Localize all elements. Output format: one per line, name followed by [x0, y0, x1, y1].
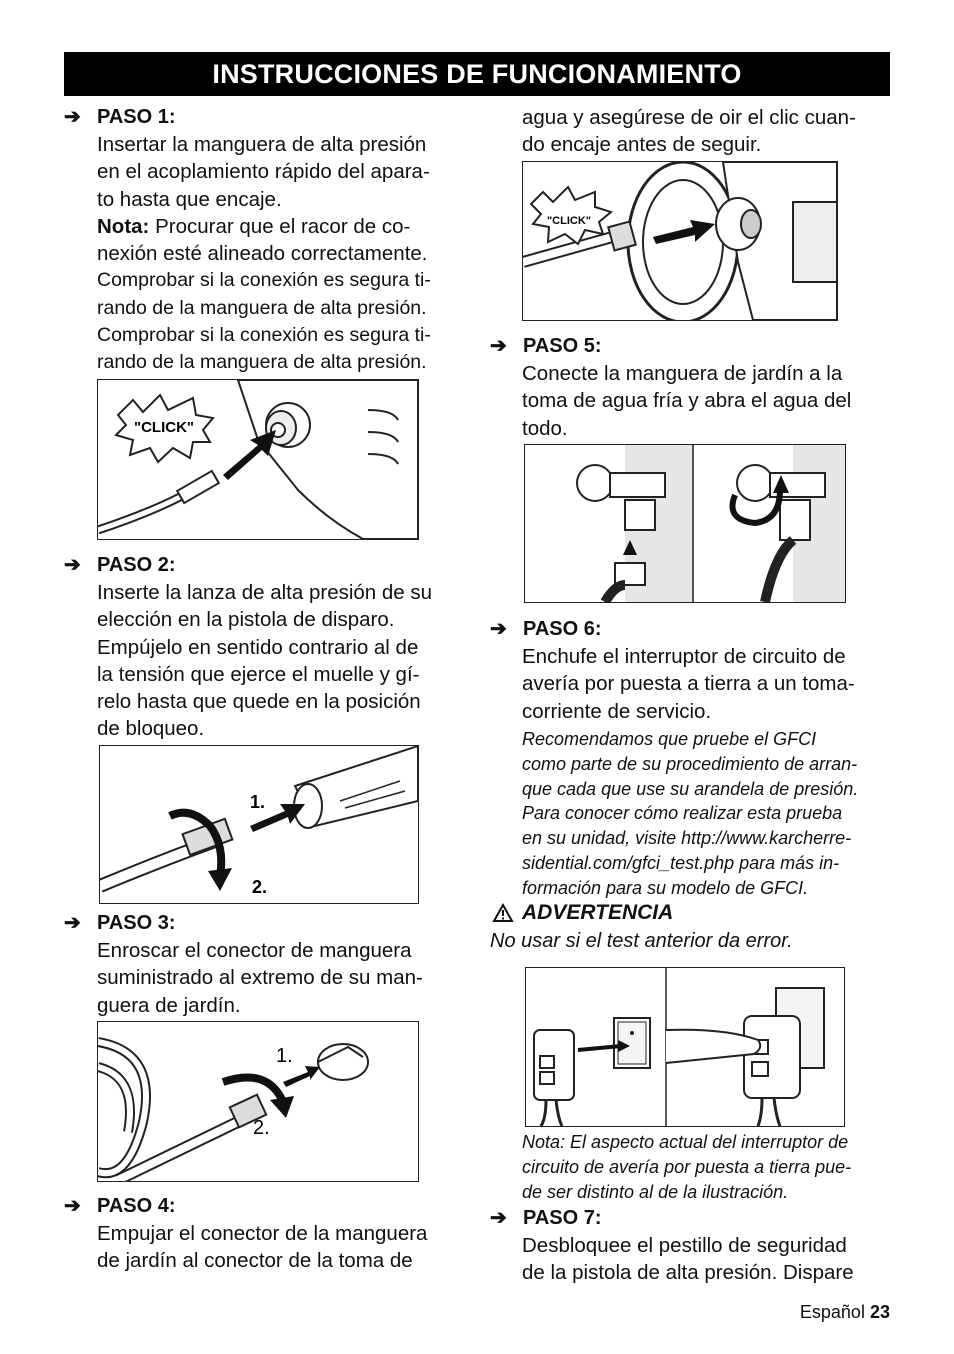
text-line: que cada que use su arandela de presión.	[522, 778, 859, 799]
header-title: INSTRUCCIONES DE FUNCIONAMIENTO	[212, 58, 742, 89]
warning-triangle-icon	[492, 903, 514, 923]
page-footer	[800, 1302, 890, 1323]
text-line: Recomendamos que pruebe el GFCI	[522, 729, 817, 749]
step-6-title: PASO 6:	[523, 618, 602, 640]
figure-step-3	[97, 1021, 419, 1182]
text-line: corriente de servicio.	[522, 699, 712, 723]
text-line: en su unidad, visite http://www.karcherre-	[522, 828, 852, 849]
arrow-right-icon: ➔	[490, 618, 507, 640]
text-line: relo hasta que quede en la posición	[97, 690, 421, 714]
click-label: "CLICK"	[133, 419, 195, 436]
text-line: en el acoplamiento rápido del apara-	[97, 160, 430, 184]
step-2-heading	[64, 552, 176, 578]
step-7-title: PASO 7:	[523, 1207, 602, 1229]
text-line: como parte de su procedimiento de arran-	[522, 753, 858, 774]
text-line: Nota: El aspecto actual del interruptor de	[522, 1132, 849, 1152]
arrow-right-icon: ➔	[64, 554, 81, 576]
warning-heading	[492, 901, 673, 925]
text-line: agua y asegúrese de oir el clic cuan-	[522, 106, 856, 129]
text-line: elección en la pistola de disparo.	[97, 608, 395, 632]
note-text: Procurar que el racor de co-	[149, 214, 411, 238]
arrow-right-icon: ➔	[490, 335, 507, 357]
label-2: 2.	[252, 877, 268, 897]
figure-step-1	[97, 379, 419, 540]
text-line: Conecte la manguera de jardín a la	[522, 362, 843, 385]
text-line: Enroscar el conector de manguera	[97, 939, 412, 962]
step-4-title: PASO 4:	[97, 1195, 176, 1217]
step-2-text	[97, 579, 477, 743]
text-line: formación para su modelo de GFCI.	[522, 877, 809, 898]
text-line: avería por puesta a tierra a un toma-	[522, 672, 855, 696]
figure-step-4	[522, 161, 838, 321]
figure-gfci	[525, 967, 845, 1127]
arrow-right-icon: ➔	[490, 1207, 507, 1229]
text-line: de bloqueo.	[97, 717, 205, 741]
arrow-right-icon: ➔	[64, 912, 81, 934]
arrow-right-icon: ➔	[64, 106, 81, 128]
warning-title: ADVERTENCIA	[522, 901, 674, 924]
text-line: la tensión que ejerce el muelle y gí-	[97, 662, 420, 686]
step-3-title: PASO 3:	[97, 912, 176, 934]
footer-language: Español	[799, 1302, 865, 1322]
step-6-heading	[490, 616, 602, 642]
figure-step-2	[99, 745, 419, 904]
text-line: to hasta que encaje.	[97, 187, 282, 211]
step-1-text	[97, 131, 477, 377]
text-line: suministrado al extremo de su man-	[97, 966, 423, 990]
text-line: toma de agua fría y abra el agua del	[522, 389, 852, 413]
figure-note	[522, 1130, 902, 1204]
text-line: Comprobar si la conexión es segura ti-	[97, 324, 431, 347]
text-line: de ser distinto al de la ilustración.	[522, 1181, 789, 1202]
step-4-continued-text	[522, 104, 902, 159]
figure-step-5	[524, 444, 846, 603]
text-line: sidential.com/gfci_test.php para más in-	[522, 852, 840, 873]
step-2-title: PASO 2:	[97, 554, 176, 576]
text-line: rando de la manguera de alta presión.	[97, 351, 427, 374]
text-line: Empújelo en sentido contrario al de	[97, 635, 419, 659]
text-line: Comprobar si la conexión es segura ti-	[97, 269, 431, 292]
text-line: de jardín al conector de la toma de	[97, 1249, 413, 1273]
text-line: guera de jardín.	[97, 993, 241, 1017]
text-line: Enchufe el interruptor de circuito de	[522, 645, 846, 668]
step-3-text	[97, 937, 477, 1019]
arrow-right-icon: ➔	[64, 1195, 81, 1217]
text-line: Insertar la manguera de alta presión	[97, 133, 427, 156]
step-6-italic-note	[522, 727, 902, 901]
note-label: Nota:	[97, 214, 150, 238]
text-line: de la pistola de alta presión. Dispare	[522, 1261, 854, 1285]
step-7-heading	[490, 1205, 602, 1231]
text-line: todo.	[522, 416, 568, 440]
text-line: circuito de avería por puesta a tierra pue-	[522, 1156, 852, 1177]
step-5-heading	[490, 333, 602, 359]
step-7-text	[522, 1232, 902, 1287]
click-label: "CLICK"	[546, 215, 592, 227]
step-5-text	[522, 360, 902, 442]
text-line: Empujar el conector de la manguera	[97, 1222, 428, 1245]
text-line: Para conocer cómo realizar esta prueba	[522, 803, 843, 824]
step-1-heading	[64, 104, 176, 130]
page-number: 23	[869, 1302, 890, 1322]
step-5-title: PASO 5:	[523, 335, 602, 357]
text-line: Desbloquee el pestillo de seguridad	[522, 1234, 847, 1257]
step-1-title: PASO 1:	[97, 106, 176, 128]
text-line: rando de la manguera de alta presión.	[97, 296, 427, 319]
step-3-heading	[64, 910, 176, 936]
text-line: do encaje antes de seguir.	[522, 133, 762, 157]
step-6-text	[522, 643, 902, 725]
label-2: 2.	[253, 1117, 270, 1139]
step-4-text	[97, 1220, 477, 1275]
page-header	[64, 52, 890, 96]
step-4-heading	[64, 1193, 176, 1219]
note-line	[97, 213, 477, 240]
label-1: 1.	[276, 1045, 293, 1067]
warning-text: No usar si el test anterior da error.	[490, 930, 793, 952]
text-line: nexión esté alineado correctamente.	[97, 242, 428, 266]
text-line: Inserte la lanza de alta presión de su	[97, 581, 433, 604]
label-1: 1.	[250, 792, 266, 812]
